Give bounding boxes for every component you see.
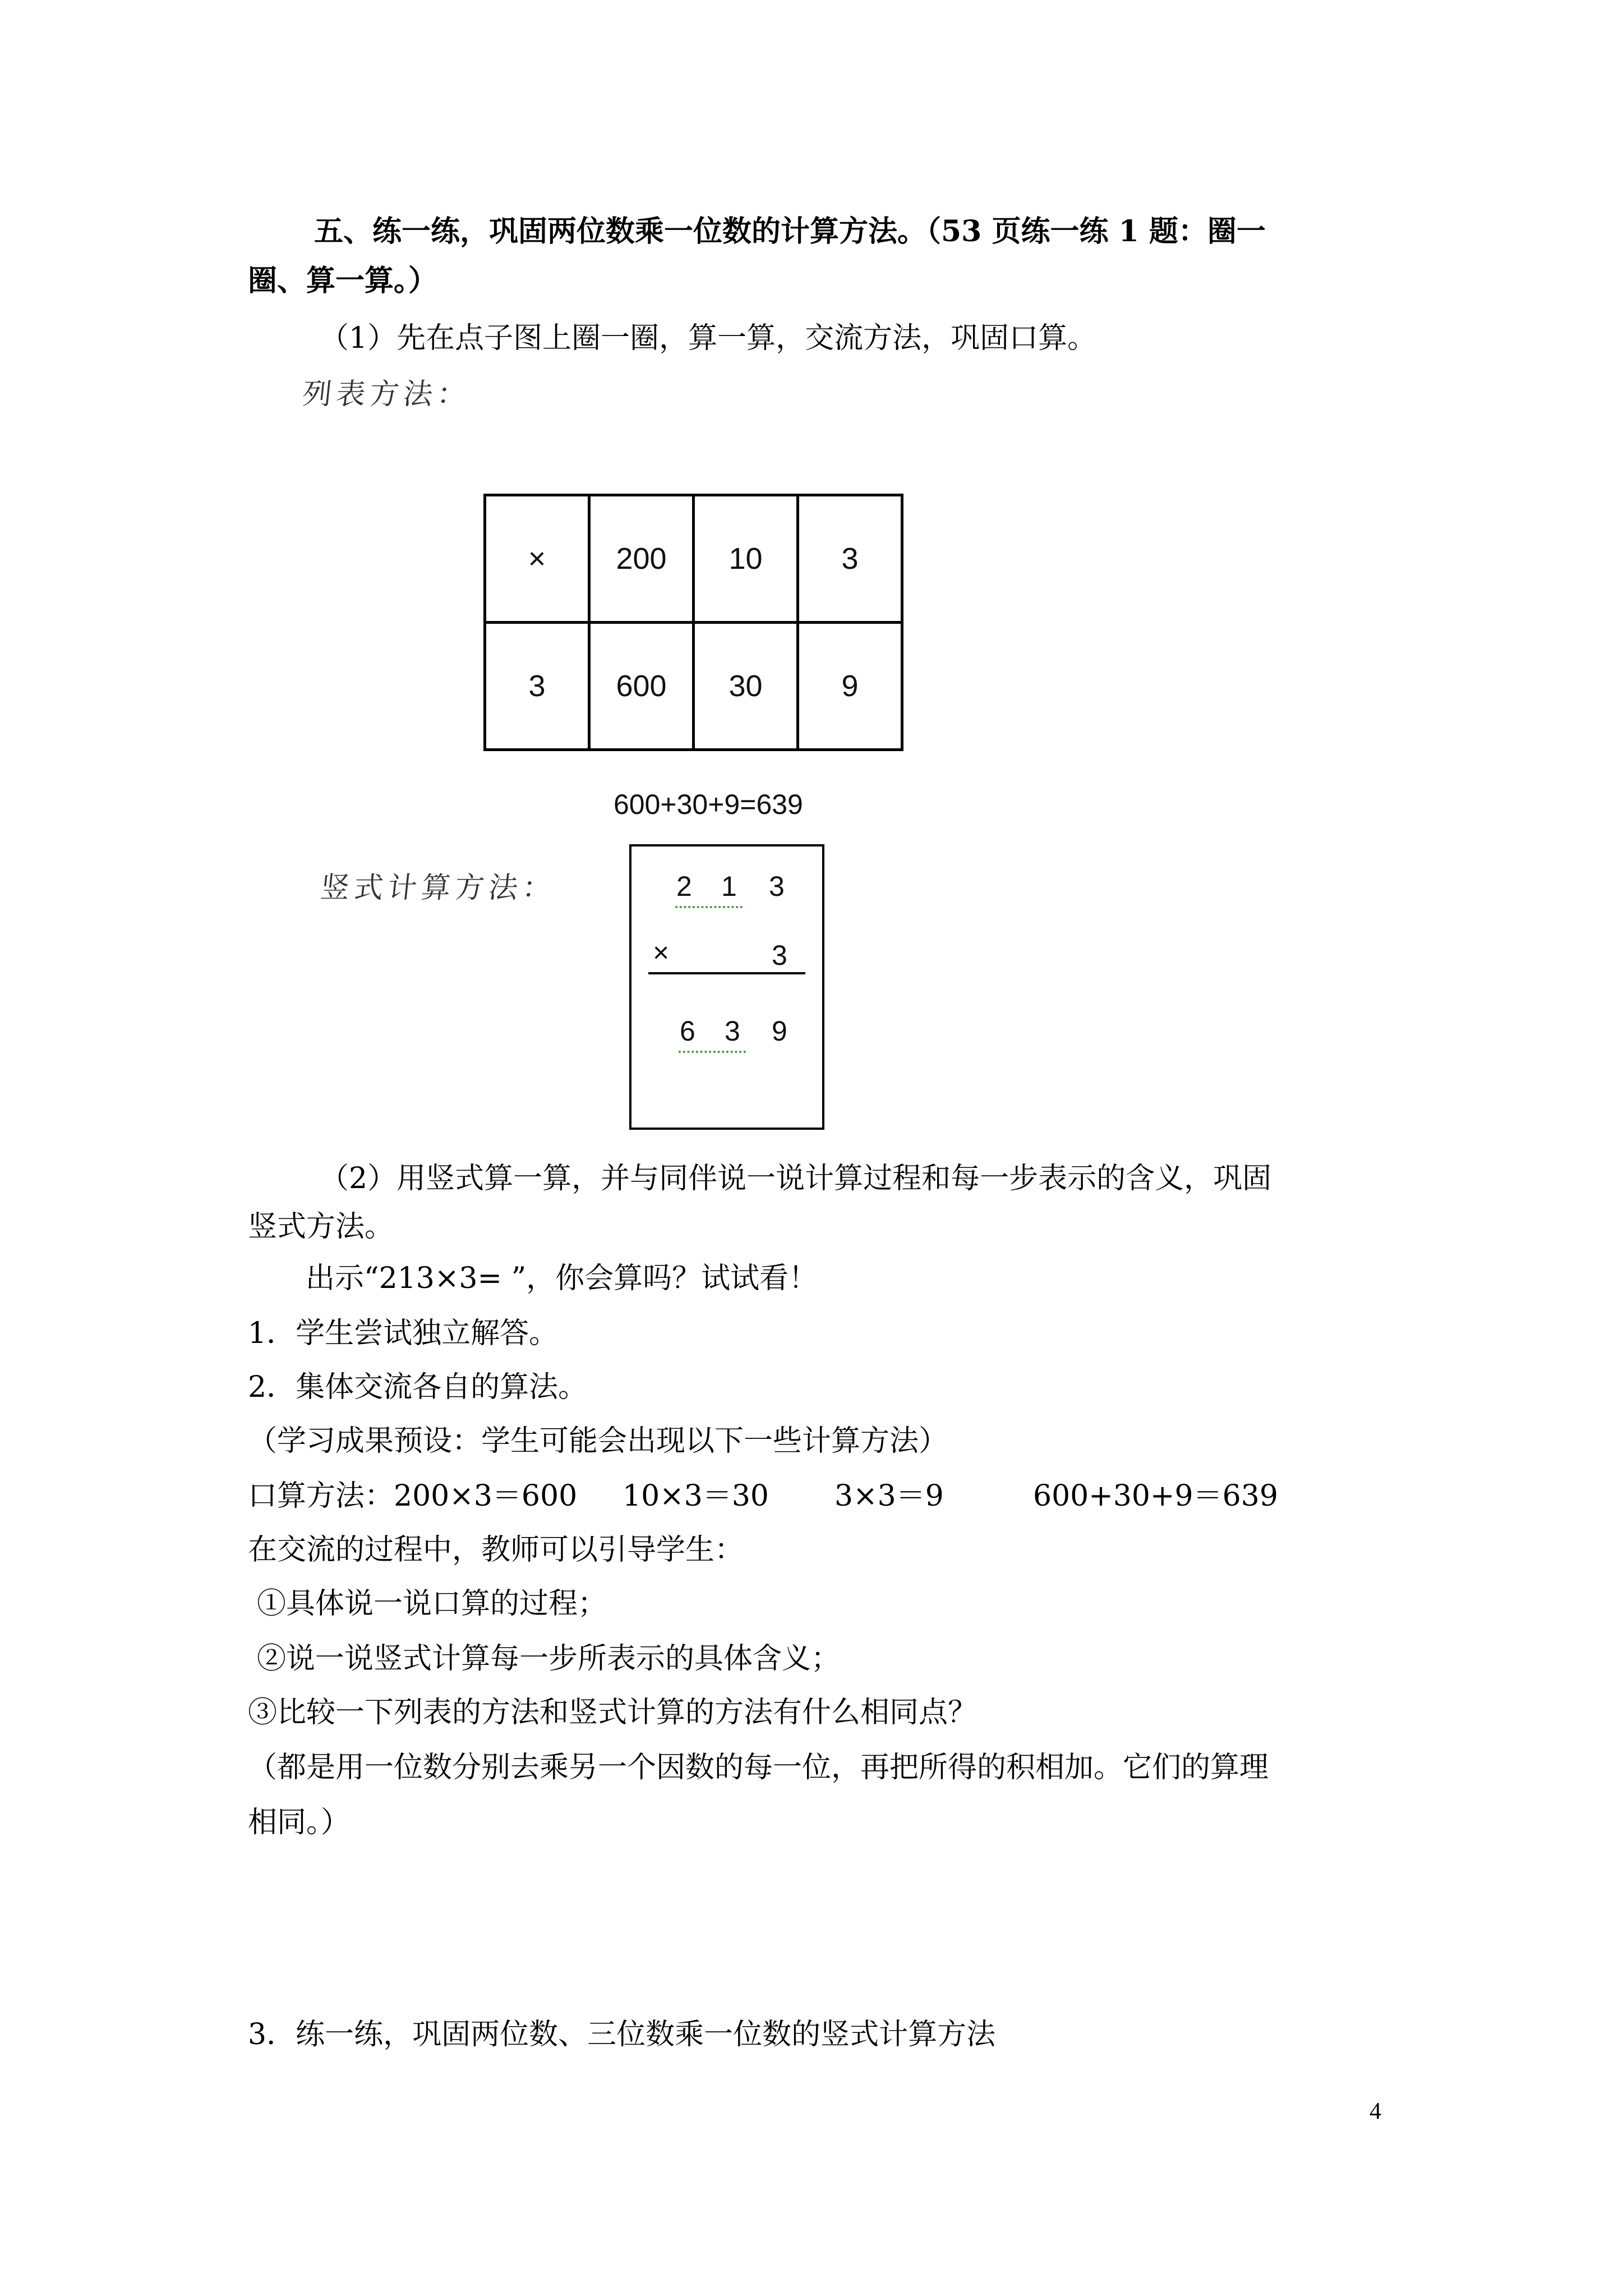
item-3: 3．练一练，巩固两位数、三位数乘一位数的竖式计算方法: [248, 2018, 996, 2051]
page-number: 4: [1370, 2099, 1381, 2124]
table-cell: 30: [694, 623, 798, 750]
prompt-text: 出示“213×3= ”，你会算吗？试试看！: [306, 1262, 818, 1295]
table-cell: 200: [589, 495, 694, 623]
item-2: 2．集体交流各自的算法。: [248, 1370, 588, 1404]
sum-rule: [648, 972, 805, 974]
table-method-label: 列表方法：: [301, 378, 473, 411]
table-cell: 3: [485, 623, 589, 750]
guide-point-1: ①具体说一说口算的过程；: [257, 1587, 607, 1621]
digit: 1: [721, 871, 737, 902]
sum-line: 600+30+9=639: [614, 789, 803, 820]
vertical-calculation-box: [629, 844, 824, 1130]
digit: 9: [772, 1015, 787, 1047]
vertical-method-label: 竖式计算方法：: [319, 871, 558, 905]
table-row: [485, 623, 902, 750]
wavy-underline: [679, 1045, 746, 1053]
guide-point-3: ③比较一下列表的方法和竖式计算的方法有什么相同点？: [248, 1696, 978, 1729]
digit: 3: [769, 871, 785, 902]
item-1: 1．学生尝试独立解答。: [248, 1317, 559, 1350]
table-cell: 3: [798, 495, 902, 623]
multiply-sign: ×: [653, 937, 670, 968]
table-row: [485, 495, 902, 623]
step2-line1: （2）用竖式算一算，并与同伴说一说计算过程和每一步表示的含义，巩固: [320, 1162, 1272, 1195]
table-cell: 10: [694, 495, 798, 623]
step2-line2: 竖式方法。: [248, 1210, 394, 1244]
oral-expr: 600+30+9＝639: [1033, 1479, 1278, 1513]
digit: 3: [725, 1015, 740, 1047]
guide-point-2: ②说一说竖式计算每一步所表示的具体含义；: [257, 1642, 841, 1676]
oral-expr: 200×3＝600: [394, 1479, 578, 1513]
table-cell: 9: [798, 623, 902, 750]
answer-line2: 相同。）: [248, 1806, 351, 1839]
wavy-underline: [675, 900, 743, 908]
digit: 2: [676, 871, 692, 902]
preset-text: （学习成果预设：学生可能会出现以下一些计算方法）: [248, 1424, 948, 1458]
oral-method-label: 口算方法：: [248, 1479, 394, 1513]
step1-text: （1）先在点子图上圈一圈，算一算，交流方法，巩固口算。: [320, 321, 1097, 355]
section-heading-line2: 圈、算一算。）: [248, 264, 438, 298]
multiplier-digit: 3: [772, 940, 787, 971]
oral-expr: 3×3＝9: [834, 1479, 944, 1513]
guide-text: 在交流的过程中，教师可以引导学生：: [248, 1533, 744, 1567]
table-cell: ×: [485, 495, 589, 623]
answer-line1: （都是用一位数分别去乘另一个因数的每一位，再把所得的积相加。它们的算理: [248, 1751, 1269, 1784]
multiplication-table: [483, 494, 903, 751]
oral-expr: 10×3＝30: [623, 1479, 769, 1513]
section-heading-line1: 五、练一练，巩固两位数乘一位数的计算方法。（53 页练一练 1 题：圈一: [314, 214, 1266, 249]
table-cell: 600: [589, 623, 694, 750]
digit: 6: [680, 1015, 695, 1047]
